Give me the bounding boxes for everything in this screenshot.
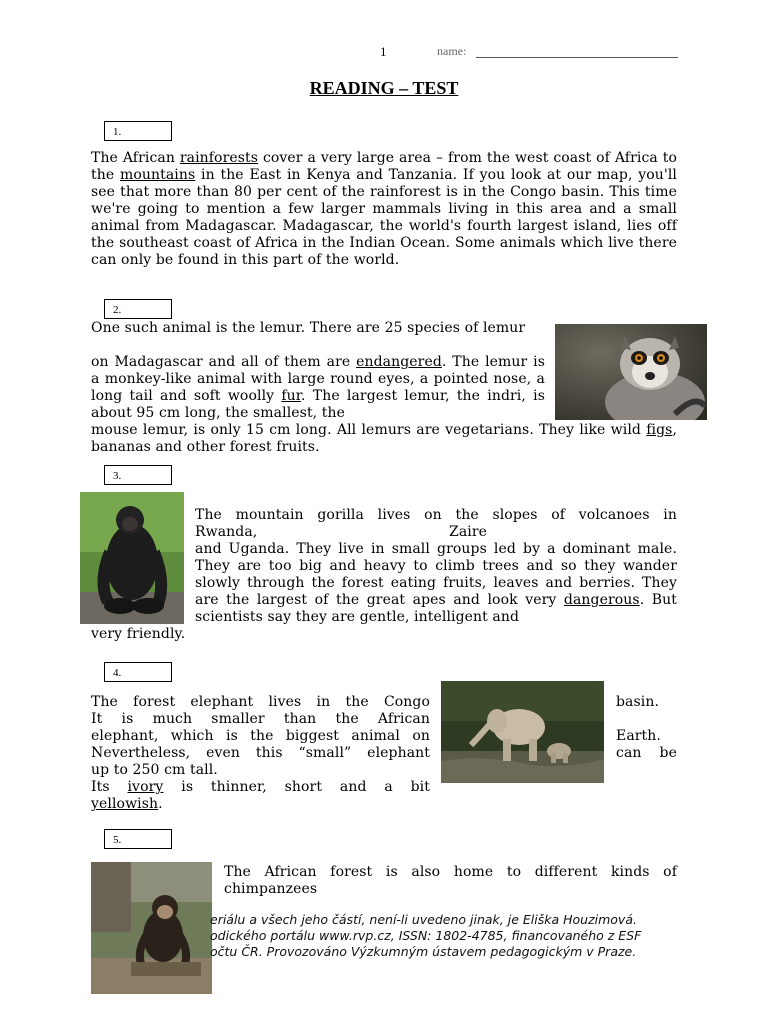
paragraph-2-bottom: mouse lemur, is only 15 cm long. All lemurs are vegetarians. They like wild figs, bananas and other forest fruits.: [91, 422, 677, 455]
chimpanzee-photo: [91, 862, 212, 994]
paragraph-4-right-1: basin.: [616, 694, 660, 710]
paragraph-3-end: very friendly.: [91, 626, 186, 642]
paragraph-4-right-3: [616, 745, 677, 762]
name-underline: [476, 57, 678, 58]
paragraph-4-left: [91, 694, 430, 813]
section-number-box-2: 2.: [104, 299, 172, 319]
page-title: READING – TEST: [309, 78, 459, 98]
page-number: 1: [380, 44, 387, 59]
name-label: name:: [437, 44, 467, 58]
paragraph-3-zaire: Zaire: [449, 524, 488, 540]
footer-line-3: očtu ČR. Provozováno Výzkumným ústavem pedagogickým v Praze.: [210, 944, 637, 959]
underlined-word: rainforests: [179, 150, 259, 166]
paragraph-4-right-2: Earth.: [616, 728, 661, 744]
section-number-box-1: 1.: [104, 121, 172, 141]
paragraph-5: The African forest is also home to different kinds of chimpanzees: [224, 864, 677, 897]
section-number-box-3: 3.: [104, 465, 172, 485]
yellowish-line: [91, 796, 430, 813]
underlined-word: dangerous: [563, 592, 640, 608]
footer-line-2: odického portálu www.rvp.cz, ISSN: 1802-4785, financovaného z ESF: [210, 928, 642, 943]
section-number-box-4: 4.: [104, 662, 172, 682]
section-number-box-5: 5.: [104, 829, 172, 849]
ivory-pre: Its: [91, 779, 128, 795]
paragraph-3-middle: and Uganda. They live in small groups led by a dominant male. They are too big and heavy to climb trees and so they wander slowly through the forest eating fruits, leaves and berries. They are the largest of the great apes and look very dangerous. But scientists say they are gentle, intelligent and: [195, 541, 677, 625]
elephant-line-2: It is much smaller than the African: [91, 711, 430, 727]
elephant-line-5: up to 250 cm tall.: [91, 762, 218, 778]
yellowish-word: yellowish: [91, 796, 159, 812]
yellowish-post: .: [158, 796, 163, 812]
paragraph-2-top: One such animal is the lemur. There are 25 species of lemur: [91, 320, 526, 336]
can-be-text: can be: [616, 745, 677, 761]
elephant-photo: [441, 681, 604, 783]
footer-line-1: eriálu a všech jeho částí, není-li uvedeno jinak, je Eliška Houzimová.: [210, 912, 637, 927]
elephant-line-4: Nevertheless, even this “small” elephant: [91, 745, 430, 761]
paragraph-3-rwanda: Rwanda,: [195, 524, 258, 540]
ivory-line: [91, 779, 430, 796]
underlined-word: endangered: [356, 354, 442, 370]
underlined-word: fur: [281, 388, 302, 404]
paragraph-2-middle: on Madagascar and all of them are endangered. The lemur is a monkey-like animal with large round eyes, a pointed nose, a long tail and soft woolly fur. The largest lemur, the indri, is about 95 cm long, the smallest, the: [91, 354, 546, 421]
gorilla-line-1: The mountain gorilla lives on the slopes of volcanoes in: [195, 507, 677, 523]
lemur-photo: [555, 324, 707, 420]
ivory-post: is thinner, short and a bit: [163, 779, 430, 795]
footer-credits: [210, 912, 641, 960]
underlined-word: figs: [646, 422, 673, 438]
underlined-word: mountains: [119, 167, 196, 183]
elephant-line-3: elephant, which is the biggest animal on: [91, 728, 430, 744]
elephant-line-1: The forest elephant lives in the Congo: [91, 694, 430, 710]
ivory-word: ivory: [127, 779, 164, 795]
paragraph-3-line-1: [195, 507, 677, 524]
gorilla-photo: [80, 492, 184, 624]
paragraph-1: The African rainforests cover a very large area – from the west coast of Africa to the mountains in the East in Kenya and Tanzania. If you look at our map, you'll see that more than 80 per cent of the rainforest is in the Congo basin. This time we're going to mention a few larger mammals living in this area and a small animal from Madagascar. Madagascar, the world's fourth largest island, lies off the southeast coast of Africa in the Indian Ocean. Some animals which live there can only be found in this part of the world.: [91, 150, 677, 268]
